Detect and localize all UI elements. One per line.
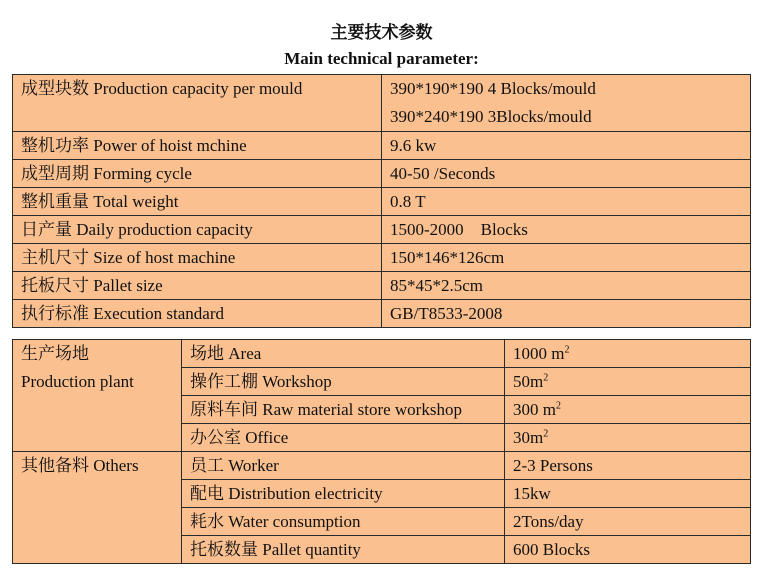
item-value: 2-3 Persons — [505, 452, 751, 480]
group-label-en: Production plant — [21, 372, 134, 391]
param-label: 日产量 Daily production capacity — [13, 216, 382, 244]
item-label: 配电 Distribution electricity — [182, 480, 505, 508]
item-label: 耗水 Water consumption — [182, 508, 505, 536]
superscript: 2 — [543, 372, 549, 384]
param-value: 1500-2000 Blocks — [382, 216, 751, 244]
param-value-line: 390*240*190 3Blocks/mould — [390, 107, 592, 126]
table-row — [13, 244, 751, 272]
item-value: 300 $m^2$ — [505, 396, 751, 424]
table-row — [13, 272, 751, 300]
param-value: 9.6 kw — [382, 132, 751, 160]
table-row — [13, 452, 751, 480]
table-row — [13, 300, 751, 328]
group-cell-production-plant — [13, 340, 182, 452]
item-value: 600 Blocks — [505, 536, 751, 564]
param-value: GB/T8533-2008 — [382, 300, 751, 328]
table-row — [13, 160, 751, 188]
item-value: 2Tons/day — [505, 508, 751, 536]
superscript: 2 — [555, 400, 561, 412]
technical-parameters-table — [12, 74, 751, 328]
table-row — [13, 216, 751, 244]
param-value: 150*146*126cm — [382, 244, 751, 272]
item-label: 场地 Area — [182, 340, 505, 368]
table-row — [13, 340, 751, 368]
item-label: 原料车间 Raw material store workshop — [182, 396, 505, 424]
param-label: 整机功率 Power of hoist mchine — [13, 132, 382, 160]
item-label: 托板数量 Pallet quantity — [182, 536, 505, 564]
param-label: 整机重量 Total weight — [13, 188, 382, 216]
title-chinese: 主要技术参数 — [330, 23, 433, 42]
param-label: 成型周期 Forming cycle — [13, 160, 382, 188]
plant-requirements-table — [12, 339, 751, 564]
table-row — [13, 188, 751, 216]
param-label: 成型块数 Production capacity per mould — [13, 75, 382, 132]
group-label: 其他备料 Others — [21, 456, 139, 475]
item-value: 1000 $m^2$ — [505, 340, 751, 368]
param-label: 托板尺寸 Pallet size — [13, 272, 382, 300]
item-value: $30m^2$ — [505, 424, 751, 452]
param-value: 40-50 /Seconds — [382, 160, 751, 188]
param-value: 85*45*2.5cm — [382, 272, 751, 300]
item-label: 员工 Worker — [182, 452, 505, 480]
group-cell-others — [13, 452, 182, 564]
param-value: 0.8 T — [382, 188, 751, 216]
table-row — [13, 75, 751, 132]
param-label: 主机尺寸 Size of host machine — [13, 244, 382, 272]
title-english: Main technical parameter: — [284, 49, 479, 68]
param-value — [382, 75, 751, 132]
item-value: 15kw — [505, 480, 751, 508]
param-label: 执行标准 Execution standard — [13, 300, 382, 328]
param-value-line: 390*190*190 4 Blocks/mould — [390, 79, 596, 98]
superscript: 2 — [564, 344, 570, 356]
item-label: 操作工棚 Workshop — [182, 368, 505, 396]
item-label: 办公室 Office — [182, 424, 505, 452]
group-label-cn: 生产场地 — [21, 344, 89, 363]
item-value: $50m^2$ — [505, 368, 751, 396]
superscript: 2 — [543, 428, 549, 440]
table-row — [13, 132, 751, 160]
